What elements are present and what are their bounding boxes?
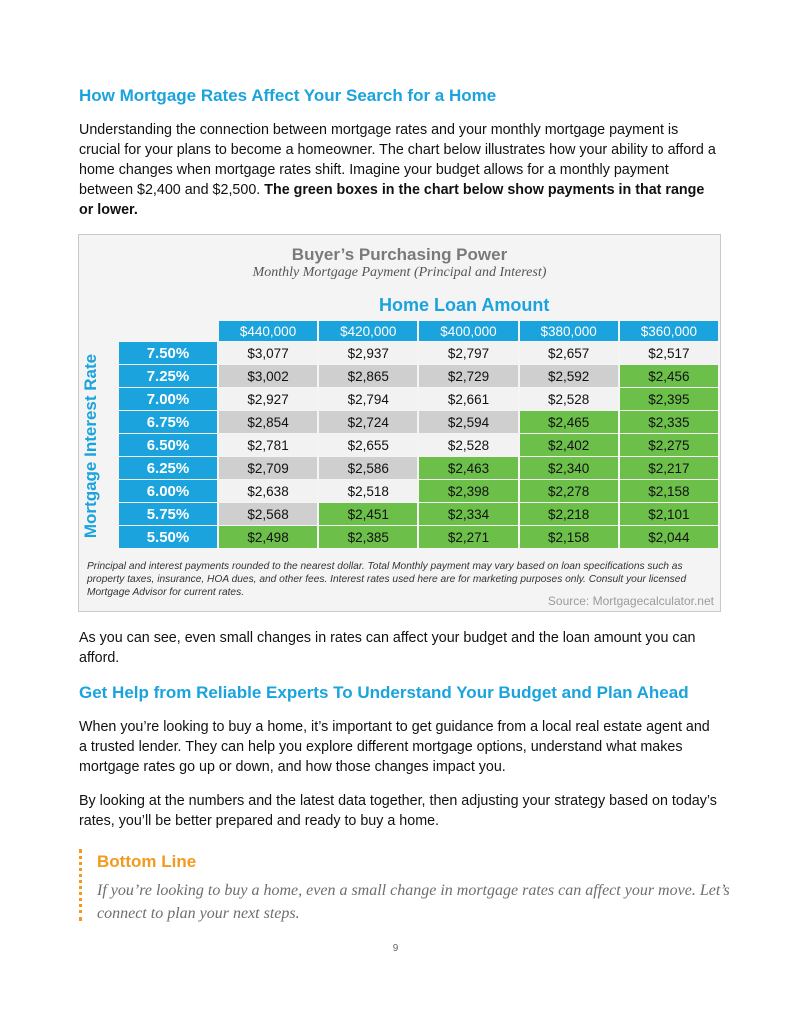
table-row xyxy=(119,503,718,525)
rate-label: 6.25% xyxy=(119,457,217,479)
table-row xyxy=(119,411,718,433)
payment-cell: $2,638 xyxy=(219,480,317,502)
page-number: 9 xyxy=(392,943,399,954)
chart-title: Buyer’s Purchasing Power xyxy=(291,245,508,264)
payment-cell: $2,395 xyxy=(620,388,718,410)
bottom-line-text: If you’re looking to buy a home, even a small change in mortgage rates can affect your move. Let’s connect to plan your next steps. xyxy=(97,882,730,922)
section-heading-rates: How Mortgage Rates Affect Your Search for a Home xyxy=(79,86,497,105)
payment-cell: $2,592 xyxy=(520,365,618,387)
payment-cell: $2,335 xyxy=(620,411,718,433)
payment-cell: $2,498 xyxy=(219,526,317,548)
payment-cell: $2,568 xyxy=(219,503,317,525)
payment-cell: $2,398 xyxy=(419,480,517,502)
payment-cell: $2,517 xyxy=(620,342,718,364)
rate-label: 7.25% xyxy=(119,365,217,387)
rate-label: 7.50% xyxy=(119,342,217,364)
payment-cell: $2,271 xyxy=(419,526,517,548)
payment-cell: $2,781 xyxy=(219,434,317,456)
table-row xyxy=(119,365,718,387)
payment-cell: $2,044 xyxy=(620,526,718,548)
payment-cell: $2,158 xyxy=(620,480,718,502)
payment-cell: $2,385 xyxy=(319,526,417,548)
column-header: $420,000 xyxy=(319,321,417,341)
payment-cell: $2,709 xyxy=(219,457,317,479)
payment-cell: $2,340 xyxy=(520,457,618,479)
rate-label: 6.00% xyxy=(119,480,217,502)
payment-cell: $2,218 xyxy=(520,503,618,525)
payment-cell: $3,002 xyxy=(219,365,317,387)
payment-cell: $2,402 xyxy=(520,434,618,456)
rate-label: 6.75% xyxy=(119,411,217,433)
payment-cell: $2,794 xyxy=(319,388,417,410)
payment-cell: $2,101 xyxy=(620,503,718,525)
column-header: $380,000 xyxy=(520,321,618,341)
rate-label: 5.50% xyxy=(119,526,217,548)
payment-cell: $2,465 xyxy=(520,411,618,433)
experts-paragraph-1: When you’re looking to buy a home, it’s important to get guidance from a local real estate agent and a trusted lender. They can help you explore different mortgage options, understand what makes mortgage rates go up or down, and how those changes impact you. xyxy=(79,719,710,775)
table-row xyxy=(119,480,718,502)
column-header: $360,000 xyxy=(620,321,718,341)
bottom-line-accent xyxy=(79,849,85,921)
payment-cell: $2,528 xyxy=(520,388,618,410)
after-chart-paragraph: As you can see, even small changes in rates can affect your budget and the loan amount you can afford. xyxy=(79,630,696,666)
rate-label: 7.00% xyxy=(119,388,217,410)
experts-paragraph-2: By looking at the numbers and the latest data together, then adjusting your strategy based on today’s rates, you’ll be better prepared and ready to buy a home. xyxy=(79,793,717,829)
payment-cell: $2,451 xyxy=(319,503,417,525)
payment-cell: $2,594 xyxy=(419,411,517,433)
table-row xyxy=(119,526,718,548)
payment-cell: $2,657 xyxy=(520,342,618,364)
payment-cell: $2,278 xyxy=(520,480,618,502)
payment-cell: $2,927 xyxy=(219,388,317,410)
interest-rate-label: Mortgage Interest Rate xyxy=(81,353,100,539)
table-row xyxy=(119,457,718,479)
payment-cell: $2,865 xyxy=(319,365,417,387)
payment-cell: $2,655 xyxy=(319,434,417,456)
payment-cell: $2,518 xyxy=(319,480,417,502)
payment-cell: $2,661 xyxy=(419,388,517,410)
chart-source: Source: Mortgagecalculator.net xyxy=(547,594,714,608)
payment-cell: $2,528 xyxy=(419,434,517,456)
payment-cell: $2,217 xyxy=(620,457,718,479)
payment-cell: $2,463 xyxy=(419,457,517,479)
payment-cell: $2,797 xyxy=(419,342,517,364)
intro-bold-text: The green boxes in the chart below show payments in that range or lower. xyxy=(79,182,705,218)
section-heading-experts: Get Help from Reliable Experts To Understand Your Budget and Plan Ahead xyxy=(79,683,689,702)
chart-footnote: Principal and interest payments rounded to the nearest dollar. Total Monthly payment may vary based on loan specifications such as property taxes, insurance, HOA dues, and other fees. Interest rates used here are for marketing purposes only. Consult your licensed Mortgage Advisor for current rates. xyxy=(87,561,687,598)
rate-label: 5.75% xyxy=(119,503,217,525)
payment-cell: $2,586 xyxy=(319,457,417,479)
chart-subtitle: Monthly Mortgage Payment (Principal and Interest) xyxy=(252,265,547,280)
table-corner xyxy=(119,321,217,341)
intro-paragraph xyxy=(79,120,719,220)
payment-cell: $2,275 xyxy=(620,434,718,456)
rate-label: 6.50% xyxy=(119,434,217,456)
table-header-row xyxy=(119,321,718,341)
payment-cell: $2,854 xyxy=(219,411,317,433)
column-header: $400,000 xyxy=(419,321,517,341)
payment-cell: $2,724 xyxy=(319,411,417,433)
bottom-line-title: Bottom Line xyxy=(97,852,197,871)
payment-cell: $2,456 xyxy=(620,365,718,387)
payment-cell: $2,937 xyxy=(319,342,417,364)
payment-cell: $3,077 xyxy=(219,342,317,364)
table-row xyxy=(119,342,718,364)
table-row xyxy=(119,434,718,456)
payment-cell: $2,158 xyxy=(520,526,618,548)
payment-cell: $2,334 xyxy=(419,503,517,525)
intro-text: Understanding the connection between mortgage rates and your monthly mortgage payment is crucial for your plans to become a homeowner. The chart below illustrates how your ability to afford a home changes when mortgage rates shift. Imagine your budget allows for a monthly payment between $2,400 and $2,500. xyxy=(79,122,716,198)
column-header: $440,000 xyxy=(219,321,317,341)
purchasing-power-chart xyxy=(78,234,721,612)
payment-table xyxy=(117,320,720,549)
payment-cell: $2,729 xyxy=(419,365,517,387)
table-row xyxy=(119,388,718,410)
loan-amount-label: Home Loan Amount xyxy=(379,295,550,315)
